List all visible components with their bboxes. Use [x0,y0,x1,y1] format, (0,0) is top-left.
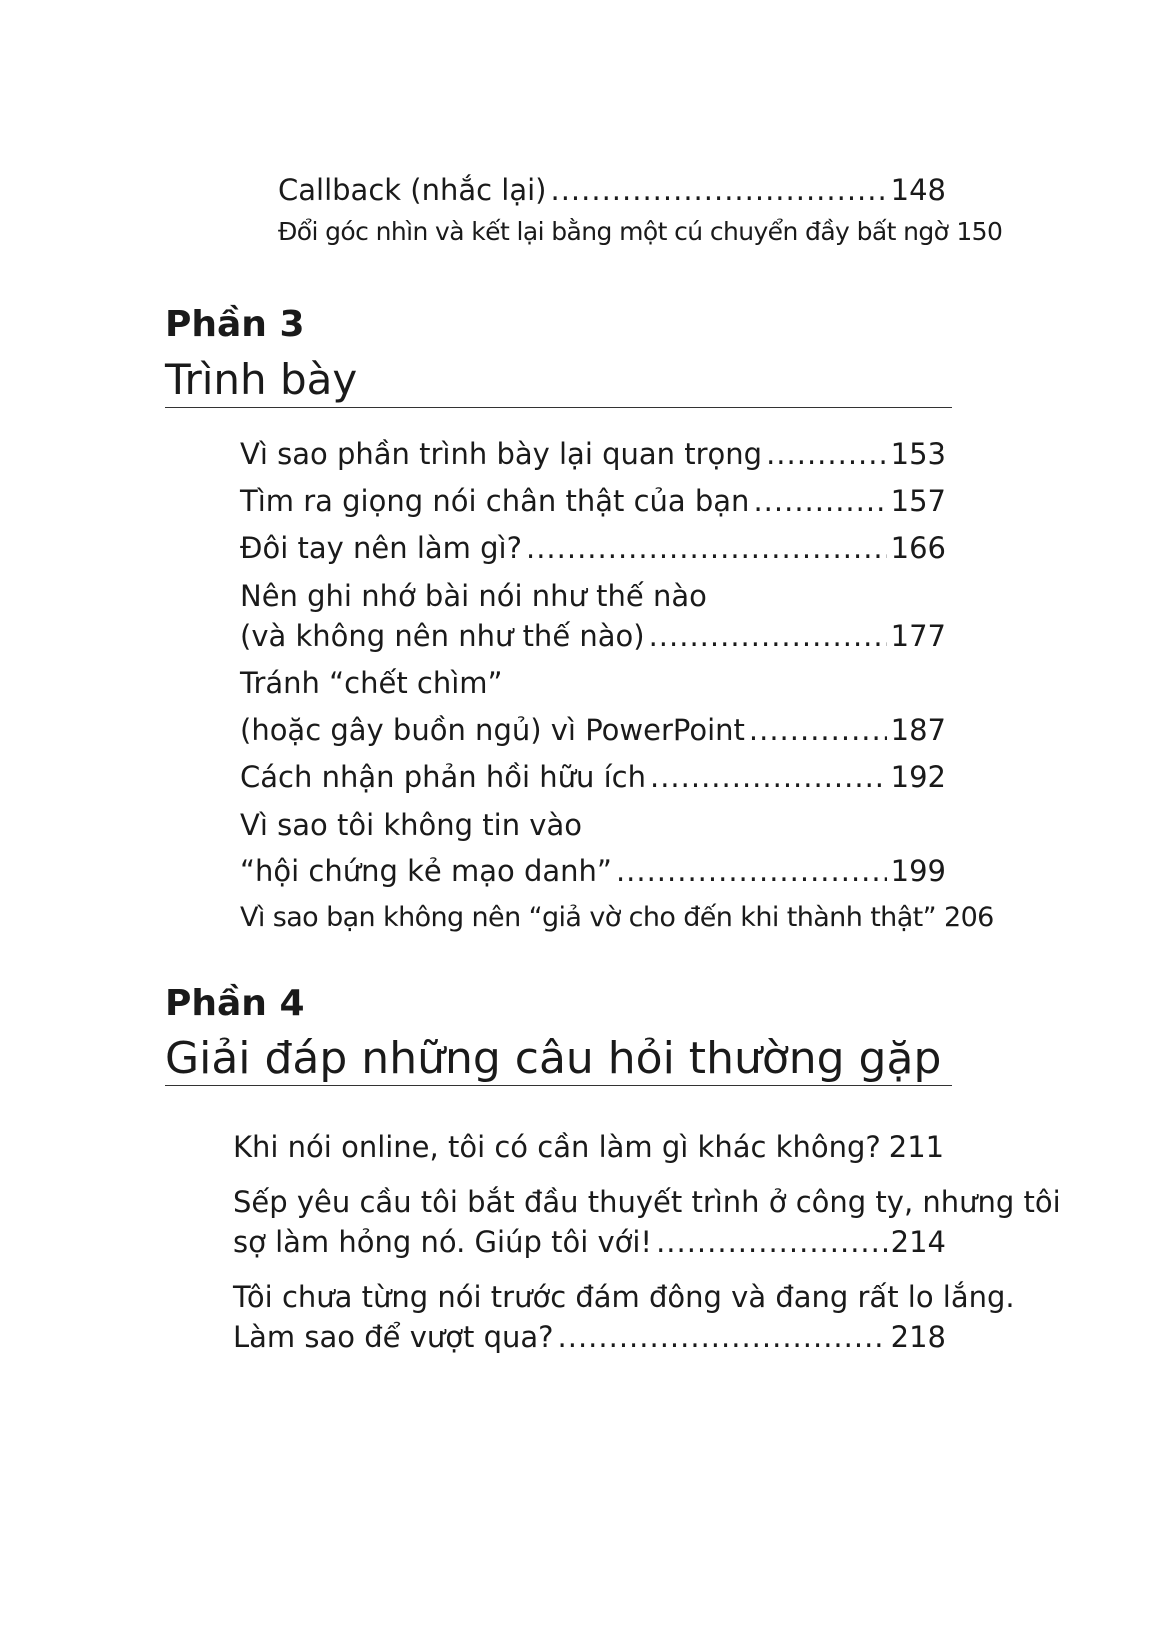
toc-entry-page: 153 [890,437,946,471]
toc-entry-first-line: Tôi chưa từng nói trước đám đông và đang rất lo lắng. [233,1280,1015,1314]
dot-leader [656,1222,887,1262]
part-4-label: Phần 4 [165,983,305,1024]
toc-entry [240,434,946,474]
part-4-divider [165,1085,952,1086]
dot-leader [558,1317,887,1357]
toc-entry-title: Đổi góc nhìn và kết lại bằng một cú chuyển đầy bất ngờ [278,217,949,246]
dot-leader [526,528,887,568]
toc-entry-page: 211 [888,1130,945,1164]
dot-leader [753,481,886,521]
toc-entry [240,851,946,891]
toc-entry [233,1317,946,1357]
toc-entry-page: 206 [944,902,994,933]
part-3-title: Trình bày [165,355,358,404]
toc-entry [240,710,946,750]
toc-entry-page: 218 [890,1320,946,1354]
toc-entry-title: Callback (nhắc lại) [278,173,547,207]
toc-entry-doi-goc-nhin [278,212,1003,252]
toc-entry-title: (hoặc gây buồn ngủ) vì PowerPoint [240,713,745,747]
toc-entry [240,481,946,521]
toc-entry-first-line: Vì sao tôi không tin vào [240,808,582,842]
dot-leader [749,710,887,750]
toc-entry [240,528,946,568]
toc-entry-page: 150 [956,217,1003,246]
dot-leader [616,851,887,891]
toc-entry-page: 177 [890,619,946,653]
toc-entry-title: (và không nên như thế nào) [240,619,645,653]
part-3-label: Phần 3 [165,304,305,345]
dot-leader [766,434,887,474]
toc-entry-first-line: Tránh “chết chìm” [240,666,503,700]
part-4-title: Giải đáp những câu hỏi thường gặp [165,1033,942,1084]
toc-entry-page: 166 [890,531,946,565]
toc-entry-title: Vì sao bạn không nên “giả vờ cho đến khi thành thật” [240,902,937,933]
toc-entry-title: sợ làm hỏng nó. Giúp tôi với! [233,1225,653,1259]
toc-entry [233,1127,944,1167]
toc-entry-title: Làm sao để vượt qua? [233,1320,554,1354]
dot-leader [649,616,887,656]
toc-entry-first-line: Nên ghi nhớ bài nói như thế nào [240,579,707,613]
toc-entry [240,616,946,656]
toc-entry-title: “hội chứng kẻ mạo danh” [240,854,612,888]
toc-entry-callback [278,170,946,210]
toc-entry-page: 214 [890,1225,946,1259]
dot-leader [550,170,886,210]
toc-entry-page: 199 [890,854,946,888]
toc-entry-first-line: Sếp yêu cầu tôi bắt đầu thuyết trình ở công ty, nhưng tôi [233,1185,1061,1219]
toc-entry-page: 157 [890,484,946,518]
dot-leader [650,757,887,797]
toc-entry [240,757,946,797]
toc-entry-title: Vì sao phần trình bày lại quan trọng [240,437,763,471]
toc-entry-page: 187 [890,713,946,747]
toc-entry-title: Khi nói online, tôi có cần làm gì khác không? [233,1130,881,1164]
toc-entry-page: 192 [890,760,946,794]
toc-entry [240,898,994,938]
part-3-divider [165,407,952,408]
toc-entry-title: Cách nhận phản hồi hữu ích [240,760,646,794]
toc-entry-page: 148 [890,173,946,207]
toc-entry-title: Đôi tay nên làm gì? [240,531,522,565]
toc-entry-title: Tìm ra giọng nói chân thật của bạn [240,484,750,518]
toc-entry [233,1222,946,1262]
